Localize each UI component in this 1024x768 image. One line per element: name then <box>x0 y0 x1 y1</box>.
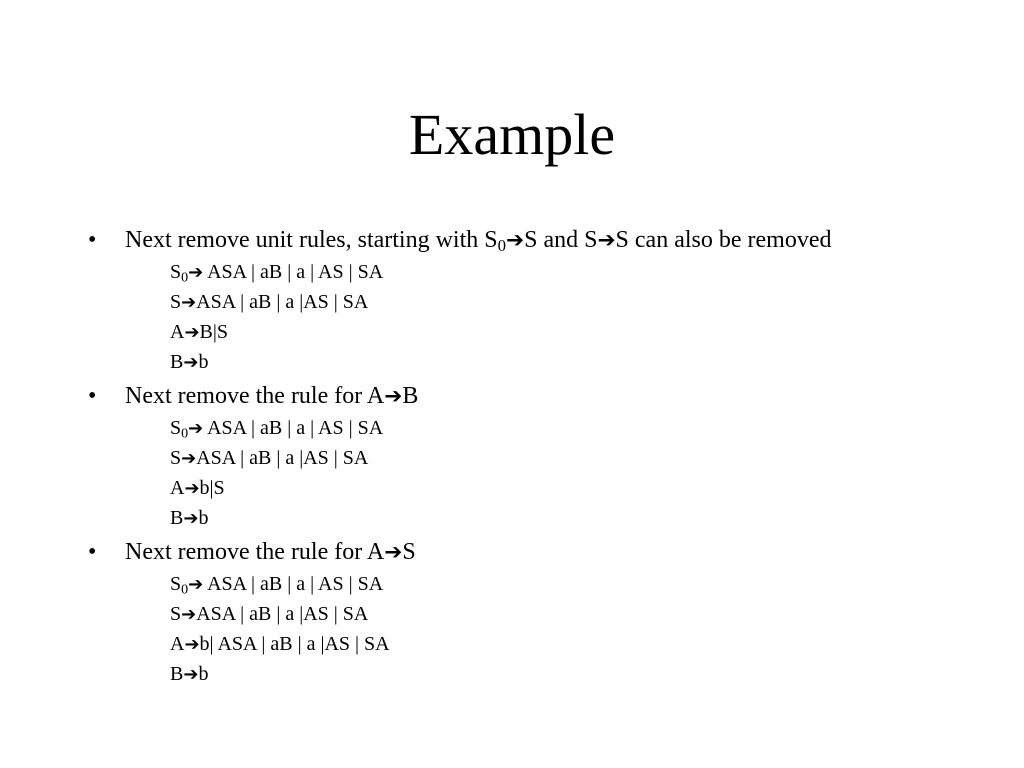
bullet-text: S and S <box>524 227 598 253</box>
subscript-zero: 0 <box>181 426 189 442</box>
rule-lhs: B <box>170 507 184 529</box>
grammar-rule <box>170 414 383 442</box>
bullet-dot: • <box>88 383 97 409</box>
subscript-zero: 0 <box>497 236 506 256</box>
arrow-icon: ➔ <box>183 352 199 373</box>
bullet-text: B <box>402 383 419 409</box>
grammar-rule <box>170 258 383 286</box>
bullet-item <box>88 225 831 255</box>
grammar-rule <box>170 570 383 598</box>
arrow-icon: ➔ <box>184 478 200 499</box>
arrow-icon: ➔ <box>184 634 200 655</box>
rule-lhs: S <box>170 417 182 439</box>
rule-rhs: b <box>198 507 209 529</box>
rule-rhs: ASA | aB | a |AS | SA <box>196 447 369 469</box>
bullet-item <box>88 381 418 411</box>
arrow-icon: ➔ <box>188 262 204 283</box>
rule-rhs: b <box>198 351 209 373</box>
rule-rhs: b| ASA | aB | a |AS | SA <box>199 633 390 655</box>
bullet-dot: • <box>88 539 97 565</box>
rule-rhs: B|S <box>199 321 229 343</box>
rule-lhs: A <box>170 477 185 499</box>
rule-lhs: S <box>170 603 182 625</box>
rule-lhs: A <box>170 633 185 655</box>
arrow-icon: ➔ <box>181 604 197 625</box>
bullet-dot: • <box>88 227 97 253</box>
grammar-rule <box>170 504 208 532</box>
rule-lhs: S <box>170 573 182 595</box>
rule-lhs: B <box>170 663 184 685</box>
rule-rhs: ASA | aB | a | AS | SA <box>203 417 384 439</box>
arrow-icon: ➔ <box>181 292 197 313</box>
rule-rhs: ASA | aB | a |AS | SA <box>196 603 369 625</box>
grammar-rule <box>170 660 208 688</box>
rule-lhs: S <box>170 447 182 469</box>
rule-rhs: ASA | aB | a | AS | SA <box>203 261 384 283</box>
bullet-text: Next remove the rule for A <box>125 539 385 565</box>
bullet-item <box>88 537 416 567</box>
bullet-text: Next remove the rule for A <box>125 383 385 409</box>
grammar-rule <box>170 600 368 628</box>
arrow-icon: ➔ <box>384 540 403 565</box>
bullet-text: Next remove unit rules, starting with S <box>125 227 498 253</box>
bullet-text: S <box>402 539 416 565</box>
arrow-icon: ➔ <box>183 664 199 685</box>
rule-lhs: S <box>170 261 182 283</box>
grammar-rule <box>170 444 368 472</box>
rule-rhs: ASA | aB | a | AS | SA <box>203 573 384 595</box>
grammar-rule <box>170 474 225 502</box>
arrow-icon: ➔ <box>384 384 403 409</box>
arrow-icon: ➔ <box>188 418 204 439</box>
rule-lhs: B <box>170 351 184 373</box>
arrow-icon: ➔ <box>506 228 525 253</box>
rule-rhs: b <box>198 663 209 685</box>
rule-lhs: S <box>170 291 182 313</box>
rule-rhs: ASA | aB | a |AS | SA <box>196 291 369 313</box>
subscript-zero: 0 <box>181 582 189 598</box>
arrow-icon: ➔ <box>188 574 204 595</box>
grammar-rule <box>170 348 208 376</box>
grammar-rule <box>170 318 228 346</box>
grammar-rule <box>170 630 390 658</box>
rule-lhs: A <box>170 321 185 343</box>
subscript-zero: 0 <box>181 270 189 286</box>
bullet-text: S can also be removed <box>615 227 832 253</box>
arrow-icon: ➔ <box>184 322 200 343</box>
arrow-icon: ➔ <box>183 508 199 529</box>
grammar-rule <box>170 288 368 316</box>
arrow-icon: ➔ <box>597 228 616 253</box>
arrow-icon: ➔ <box>181 448 197 469</box>
rule-rhs: b|S <box>199 477 225 499</box>
slide-title: Example <box>408 102 616 167</box>
